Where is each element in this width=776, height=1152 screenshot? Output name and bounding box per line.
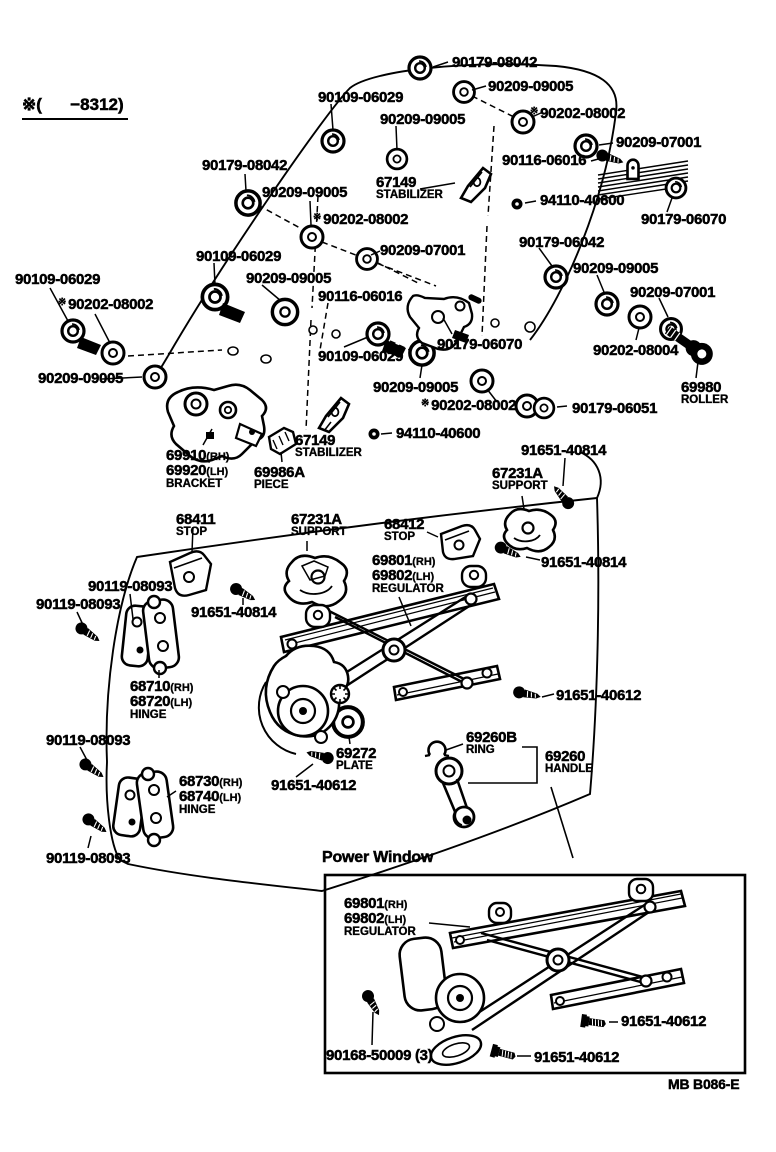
- washer-icon: [387, 149, 407, 169]
- part-label: 68710(RH) 68720(LH) HINGE: [130, 678, 194, 721]
- washer-icon: [471, 370, 493, 392]
- washer-icon: [272, 299, 297, 324]
- part-label: 90179-06070: [437, 336, 523, 353]
- screw-icon: [305, 747, 335, 766]
- part-label: 69910(RH) 69920(LH) BRACKET: [166, 447, 230, 490]
- washer-icon: [144, 366, 166, 388]
- grommet-icon: [236, 191, 260, 215]
- part-label: 90209-09005: [262, 184, 348, 201]
- screw-icon: [512, 685, 542, 703]
- part-label: 69980 ROLLER: [681, 379, 729, 407]
- support-part-left: [285, 556, 347, 607]
- part-label: 90119-08093: [46, 732, 131, 749]
- part-label: 94110-40600: [396, 425, 481, 442]
- window-crank-handle: [436, 758, 474, 827]
- grommet-icon: [409, 57, 431, 79]
- screw-icon: [360, 988, 384, 1018]
- part-label: 91651-40814: [521, 442, 607, 459]
- screw-icon: [549, 482, 576, 511]
- stop-part-68411: [170, 551, 211, 595]
- part-label: 90168-50009 (3): [326, 1047, 433, 1064]
- screw-icon: [80, 811, 110, 837]
- grommet-icon: [596, 293, 618, 315]
- part-label: 90116-06016: [318, 288, 403, 305]
- part-label: 67231A SUPPORT: [492, 465, 548, 493]
- part-label: ※ 90202-08002: [530, 105, 626, 122]
- part-label: 90179-06051: [572, 400, 658, 417]
- part-label: 69801(RH) 69802(LH) REGULATOR: [344, 895, 416, 938]
- figure-code: MB B086-E: [668, 1076, 740, 1092]
- part-label: 90119-08093: [36, 596, 121, 613]
- part-label: 90119-08093: [46, 850, 131, 867]
- part-label: 90209-07001: [616, 134, 702, 151]
- part-label: 94110-40600: [540, 192, 625, 209]
- bolt-icon: [490, 1044, 518, 1063]
- part-label: 90209-07001: [380, 242, 466, 259]
- header-marking: ※( −8312): [22, 96, 128, 120]
- part-label: 67149 STABILIZER: [376, 174, 443, 202]
- part-label: ※ 90202-08002: [313, 211, 409, 228]
- pin-icon: [628, 160, 639, 179]
- part-label: 90179-06042: [519, 234, 605, 251]
- power-window-title: Power Window: [322, 849, 434, 866]
- part-label: 90109-06029: [196, 248, 282, 265]
- part-label: 91651-40814: [191, 604, 277, 621]
- part-label: 90202-08004: [593, 342, 679, 359]
- part-label: 90209-09005: [246, 270, 332, 287]
- part-label: 91651-40612: [621, 1013, 707, 1030]
- part-label: 91651-40612: [534, 1049, 620, 1066]
- part-label: 90209-09005: [380, 111, 466, 128]
- part-label: 68412 STOP: [384, 516, 425, 544]
- washer-icon: [534, 398, 554, 418]
- part-label: 69272 PLATE: [336, 745, 377, 773]
- part-label: 90209-09005: [573, 260, 659, 277]
- bolt-icon: [580, 1014, 607, 1030]
- part-label: 67149 STABILIZER: [295, 432, 362, 460]
- part-label: 90209-09005: [488, 78, 574, 95]
- grommet-lug: [77, 337, 101, 355]
- lower-hinge: [112, 768, 174, 846]
- stabilizer-part: [461, 168, 491, 202]
- grommet-lug: [219, 303, 245, 323]
- part-label: 90116-06016: [502, 152, 587, 169]
- screw-icon: [77, 756, 107, 782]
- part-label: 91651-40814: [541, 554, 627, 571]
- part-label: 90209-09005: [38, 370, 124, 387]
- part-label: 90179-06070: [641, 211, 727, 228]
- upper-hinge: [121, 596, 180, 674]
- part-label: 91651-40612: [271, 777, 357, 794]
- part-label: 90119-08093: [88, 578, 173, 595]
- part-label: 69801(RH) 69802(LH) REGULATOR: [372, 552, 444, 595]
- grommet-icon: [322, 130, 344, 152]
- clip-icon: [512, 199, 523, 210]
- part-label: ※ 90202-08002: [421, 397, 517, 414]
- washer-icon: [629, 306, 651, 328]
- washer-icon: [301, 226, 323, 248]
- support-part-right: [504, 509, 556, 551]
- part-label: 69986A PIECE: [254, 464, 305, 492]
- part-label: 69260B RING: [466, 729, 517, 757]
- stop-part-68412: [441, 525, 480, 559]
- part-label: 68730(RH) 68740(LH) HINGE: [179, 773, 243, 816]
- part-label: 67231A SUPPORT: [291, 511, 347, 539]
- washer-icon: [102, 342, 124, 364]
- part-label: 90109-06029: [318, 89, 404, 106]
- screw-icon: [73, 620, 103, 646]
- part-label: 91651-40612: [556, 687, 642, 704]
- part-label: 90179-08042: [452, 54, 538, 71]
- part-label: 69260 HANDLE: [545, 748, 593, 776]
- part-label: 68411 STOP: [176, 511, 216, 539]
- part-label: 90109-06029: [318, 348, 404, 365]
- piece-part: [269, 428, 296, 454]
- stabilizer-part: [319, 398, 349, 432]
- part-label: 90109-06029: [15, 271, 101, 288]
- grommet-icon: [666, 178, 686, 198]
- grommet-icon: [545, 266, 567, 288]
- power-window-regulator: [398, 879, 685, 1070]
- washer-icon: [454, 82, 475, 103]
- part-label: ※ 90202-08002: [58, 296, 154, 313]
- part-label: 90209-09005: [373, 379, 459, 396]
- snap-ring-icon: [425, 742, 449, 756]
- clip-icon: [369, 429, 380, 440]
- part-label: 90209-07001: [630, 284, 716, 301]
- washer-icon: [357, 249, 378, 270]
- part-label: 90179-08042: [202, 157, 288, 174]
